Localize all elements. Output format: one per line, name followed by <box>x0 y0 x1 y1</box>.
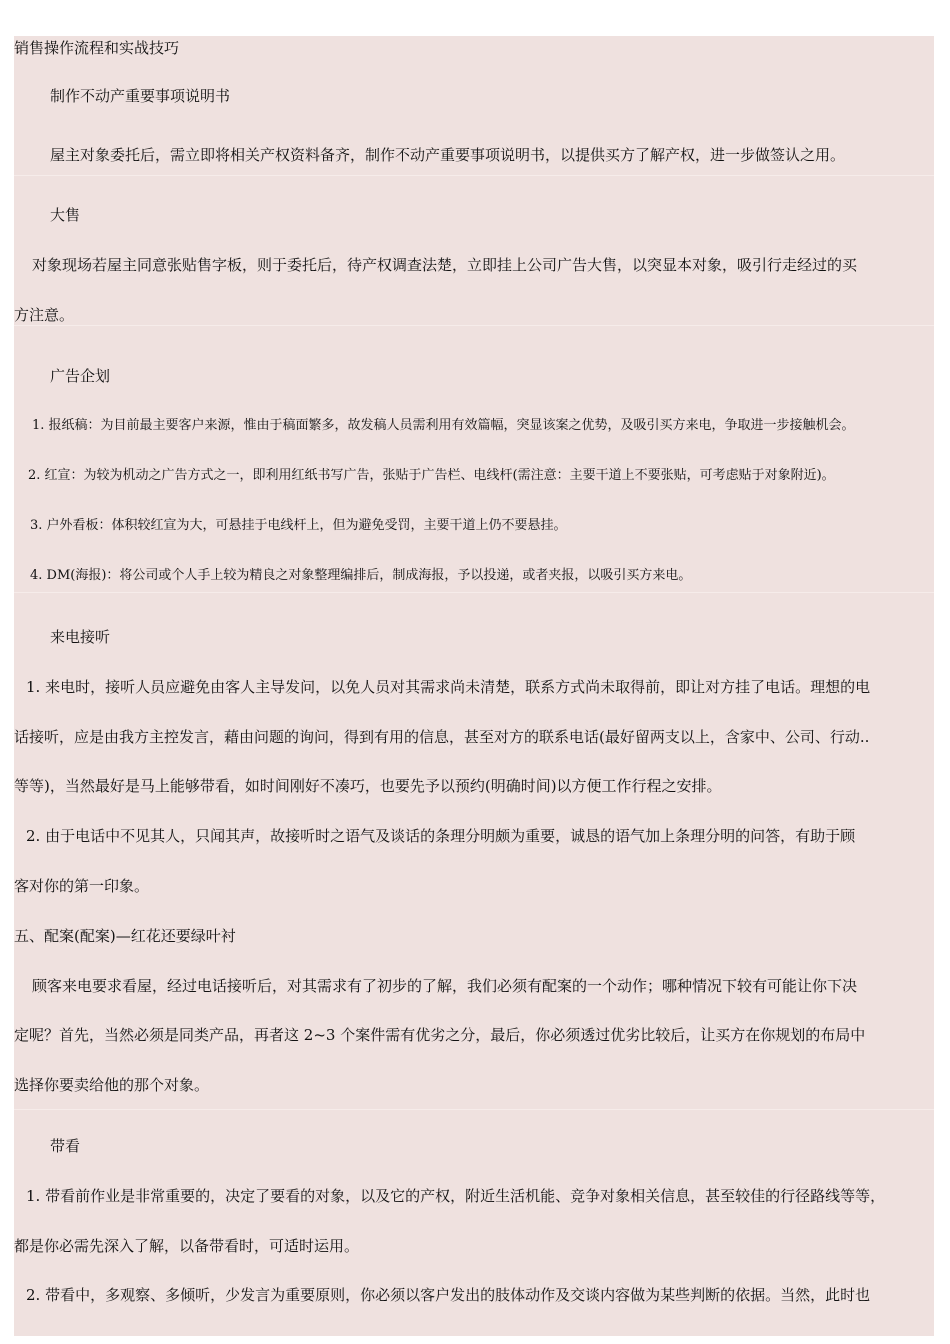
section-heading-phone: 来电接听 <box>50 628 111 646</box>
paragraph-line: 等等)，当然最好是马上能够带看，如时间刚好不凑巧，也要先予以预约(明确时间)以方便工作行程之安排。 <box>14 777 722 795</box>
section-heading-disclosure: 制作不动产重要事项说明书 <box>50 87 231 105</box>
paragraph-line: 2. 由于电话中不见其人，只闻其声，故接听时之语气及谈话的条理分明颇为重要，诚恳的语气加上条理分明的问答，有助于顾 <box>26 827 856 845</box>
paragraph-line: 顾客来电要求看屋，经过电话接听后，对其需求有了初步的了解，我们必须有配案的一个动作；哪种情况下较有可能让你下决 <box>32 977 858 995</box>
paragraph-line: 客对你的第一印象。 <box>14 877 150 895</box>
paragraph-line: 选择你要卖给他的那个对象。 <box>14 1076 210 1094</box>
paragraph-line: 话接听，应是由我方主控发言，藉由问题的询问，得到有用的信息，甚至对方的联系电话(最好留两支以上，含家中、公司、行动.. <box>14 728 870 746</box>
divider <box>14 1109 934 1110</box>
divider <box>14 325 934 326</box>
paragraph-line: 对象现场若屋主同意张贴售字板，则于委托后，待产权调查法楚，立即挂上公司广告大售，以突显本对象，吸引行走经过的买 <box>32 256 858 274</box>
section-heading-matching: 五、配案(配案)—红花还要绿叶衬 <box>14 927 236 945</box>
section-heading-showing: 带看 <box>50 1137 81 1155</box>
paragraph-line: 方注意。 <box>14 306 75 324</box>
section-heading-sale-sign: 大售 <box>50 206 81 224</box>
section-heading-advertising: 广告企划 <box>50 367 111 385</box>
divider <box>14 592 934 593</box>
list-item: 4. DM(海报)：将公司或个人手上较为精良之对象整理编排后，制成海报，予以投递，或者夹报，以吸引买方来电。 <box>30 568 692 583</box>
list-item: 2. 红宣：为较为机动之广告方式之一，即利用红纸书写广告，张贴于广告栏、电线杆(需注意：主要干道上不要张贴，可考虑贴于对象附近)。 <box>28 468 835 483</box>
paragraph-line: 1. 带看前作业是非常重要的，决定了要看的对象，以及它的产权，附近生活机能、竞争对象相关信息，甚至较佳的行径路线等等， <box>26 1187 886 1205</box>
paragraph-line: 定呢？首先，当然必须是同类产品，再者这 2~3 个案件需有优劣之分，最后，你必须透过优劣比较后，让买方在你规划的布局中 <box>14 1026 866 1044</box>
list-item: 3. 户外看板：体积较红宣为大，可悬挂于电线杆上，但为避免受罚，主要干道上仍不要悬挂。 <box>30 518 567 533</box>
list-item: 1. 报纸稿：为目前最主要客户来源，惟由于稿面繁多，故发稿人员需利用有效篇幅，突显该案之优势，及吸引买方来电，争取进一步接触机会。 <box>32 418 855 433</box>
paragraph-line: 1. 来电时，接听人员应避免由客人主导发问，以免人员对其需求尚未清楚，联系方式尚未取得前，即让对方挂了电话。理想的电 <box>26 678 871 696</box>
paragraph-line: 都是你必需先深入了解，以备带看时，可适时运用。 <box>14 1237 360 1255</box>
divider <box>14 175 934 176</box>
paragraph-line: 屋主对象委托后，需立即将相关产权资料备齐，制作不动产重要事项说明书，以提供买方了解产权，进一步做签认之用。 <box>50 146 846 164</box>
document-title: 销售操作流程和实战技巧 <box>14 39 180 57</box>
paragraph-line: 2. 带看中，多观察、多倾听，少发言为重要原则，你必须以客户发出的肢体动作及交谈内容做为某些判断的依据。当然，此时也 <box>26 1286 871 1304</box>
